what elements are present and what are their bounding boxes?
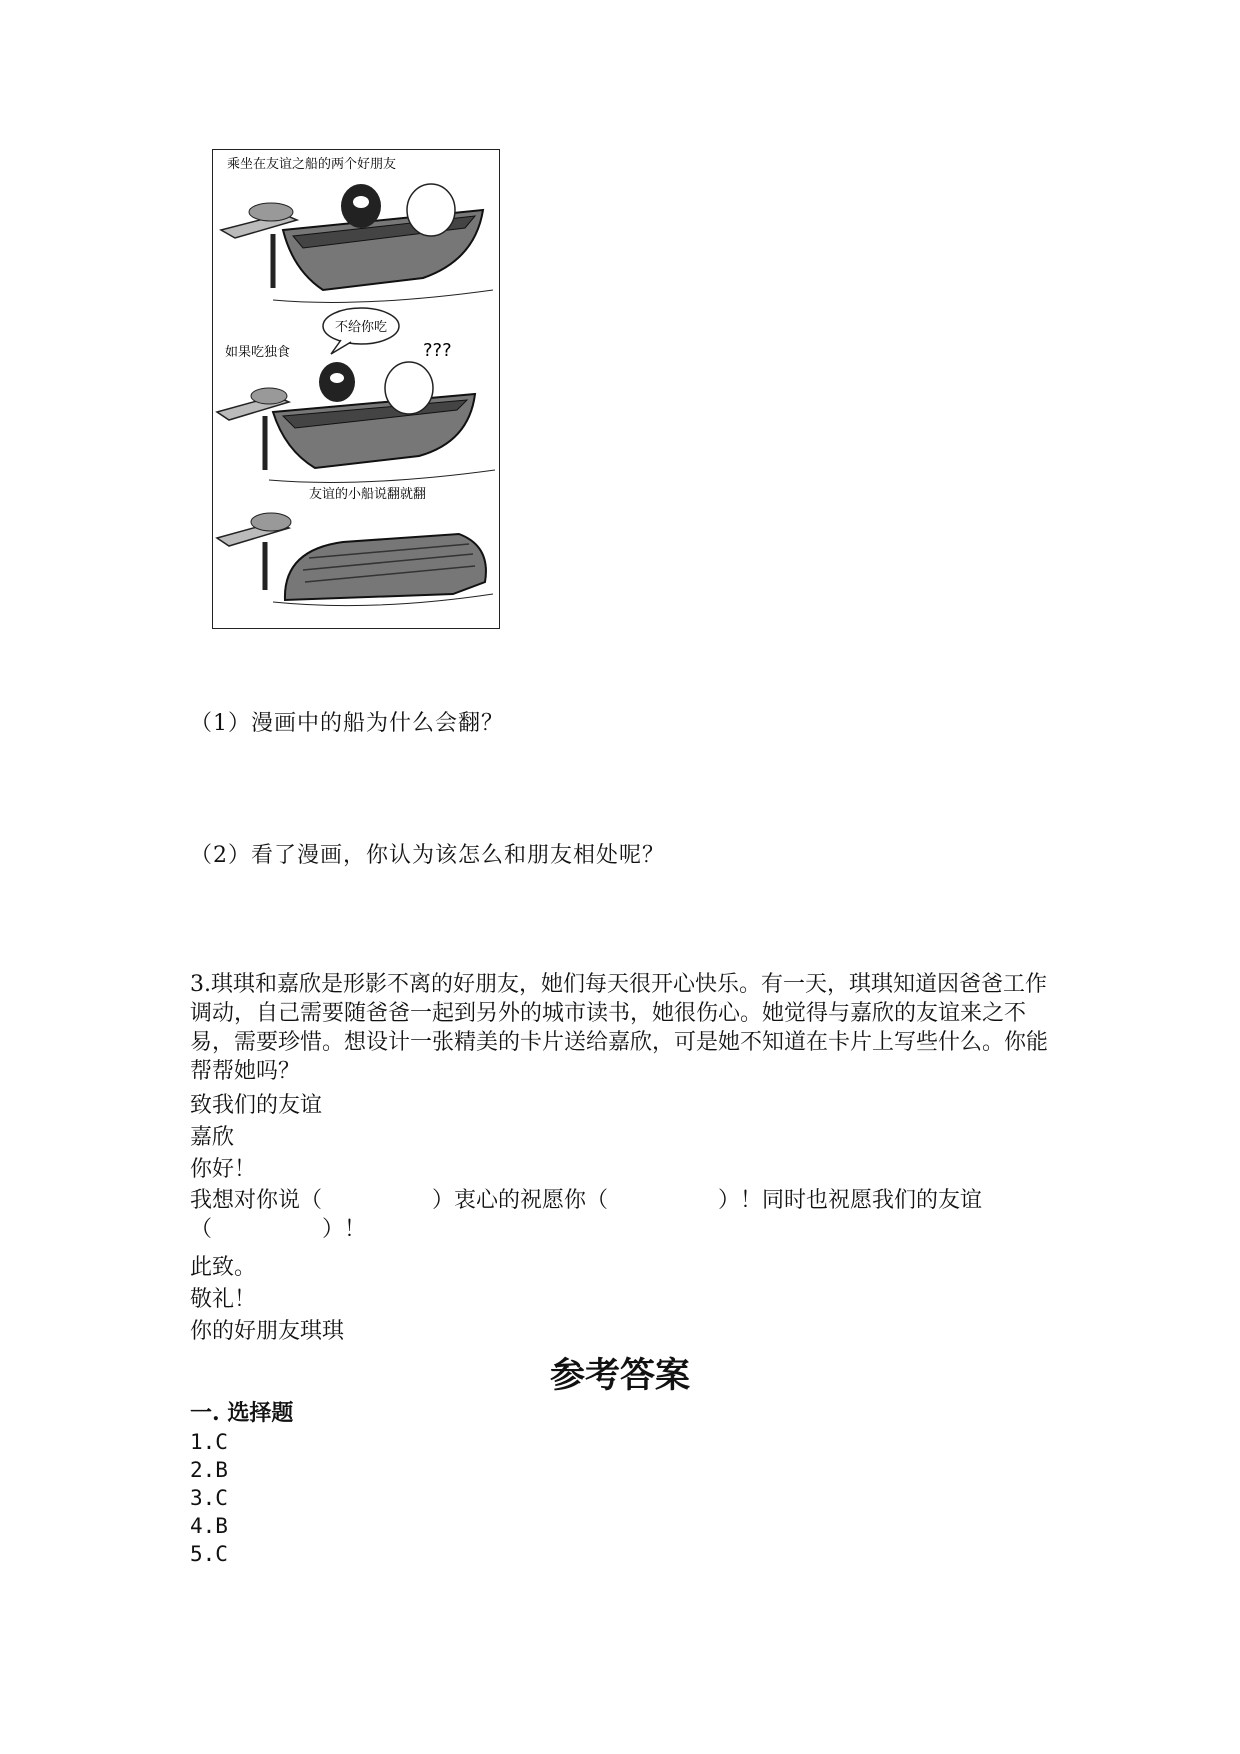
question-2: （2）看了漫画，你认为该怎么和朋友相处呢？ (190, 843, 665, 868)
answer-item: 2.B (190, 1458, 228, 1482)
white-character-2 (385, 362, 433, 414)
food-plate-2 (251, 388, 287, 404)
food-plate-1 (249, 203, 293, 221)
question-marks: ??? (423, 340, 452, 361)
speech-bubble-text: 不给你吃 (335, 320, 388, 335)
answer-item: 1.C (190, 1430, 228, 1454)
answer-item: 5.C (190, 1542, 228, 1566)
card-closing-1: 此致。 (190, 1255, 257, 1280)
capsized-boat (285, 534, 486, 600)
card-salutation: 嘉欣 (190, 1125, 235, 1150)
comic-drawing (213, 150, 499, 628)
panel1-caption: 乘坐在友谊之船的两个好朋友 (227, 157, 397, 172)
food-plate-3 (251, 513, 291, 531)
comic-illustration (212, 149, 500, 629)
card-body: 我想对你说（ ）衷心的祝愿你（ ）！同时也祝愿我们的友谊（ ）！ (190, 1188, 983, 1242)
panel3-caption: 友谊的小船说翻就翻 (309, 487, 427, 502)
card-closing-2: 敬礼！ (190, 1287, 257, 1312)
card-greeting: 你好！ (190, 1157, 257, 1182)
answer-item: 3.C (190, 1486, 228, 1510)
card-signature: 你的好朋友琪琪 (190, 1319, 345, 1344)
card-title: 致我们的友谊 (190, 1093, 323, 1118)
answers-section-heading: 一. 选择题 (190, 1400, 294, 1426)
answer-item: 4.B (190, 1514, 228, 1538)
question-1: （1）漫画中的船为什么会翻？ (190, 711, 504, 736)
question-3-prompt: 3.琪琪和嘉欣是形影不离的好朋友，她们每天很开心快乐。有一天，琪琪知道因爸爸工作调动，自己需要随爸爸一起到另外的城市读书，她很伤心。她觉得与嘉欣的友谊来之不易，需要珍惜。想设计一张精美的卡片送给嘉欣，可是她不知道在卡片上写些什么。你能帮帮她吗？ (190, 972, 1049, 1084)
panel2-caption: 如果吃独食 (225, 345, 291, 360)
answers-title: 参考答案 (549, 1355, 690, 1396)
white-character-1 (407, 184, 455, 236)
